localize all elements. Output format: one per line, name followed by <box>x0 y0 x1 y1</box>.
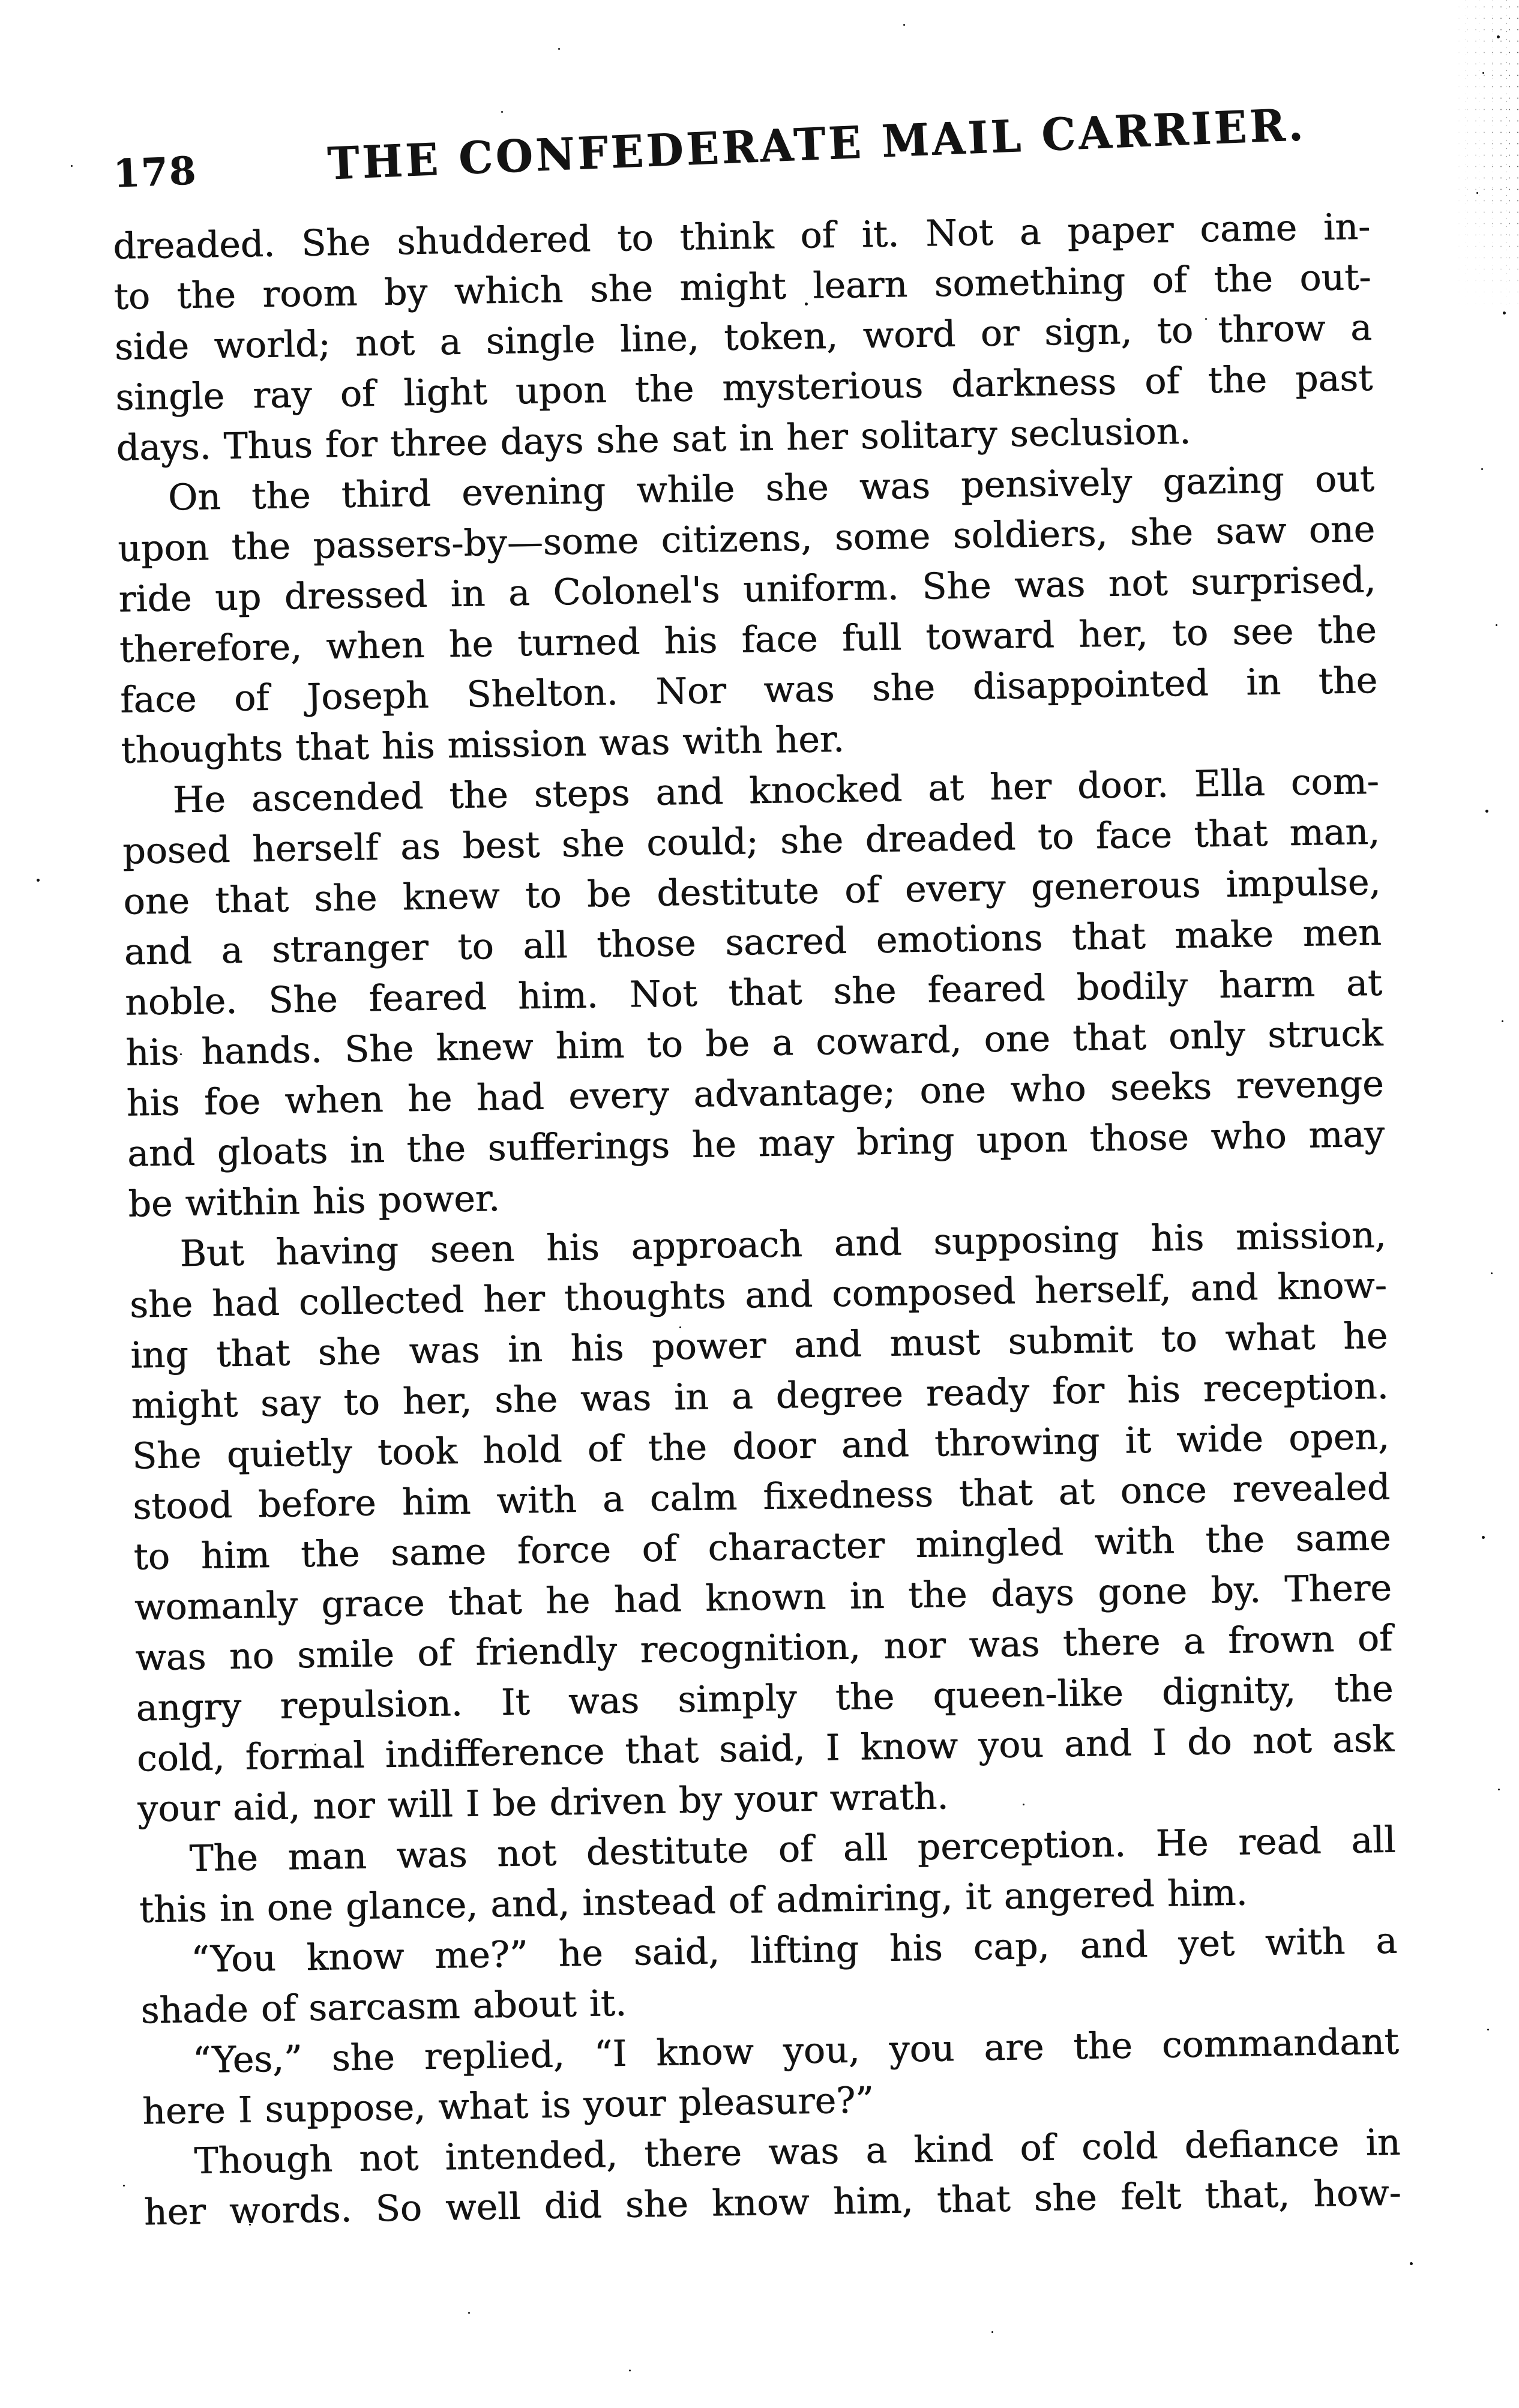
text-line: noble. She feared him. Not that she feared bodily harm at <box>124 962 1383 1024</box>
text-line: thoughts that his mission was with her. <box>120 718 845 772</box>
text-line: her words. So well did she know him, that she felt that, how- <box>143 2172 1402 2234</box>
text-line: to him the same force of character mingled with the same <box>133 1516 1391 1579</box>
text-line: might say to her, she was in a degree ready for his reception. <box>131 1365 1389 1427</box>
text-line: upon the passers-by—some citizens, some soldiers, she saw one <box>117 508 1376 570</box>
text-line: she had collected her thoughts and composed herself, and know- <box>129 1264 1388 1326</box>
text-line: to the room by which she might learn something of the out- <box>113 256 1371 318</box>
text-line: was no smile of friendly recognition, nor was there a frown of <box>134 1617 1393 1679</box>
text-line: “Yes,” she replied, “I know you, you are the commandant <box>192 2020 1400 2081</box>
text-line: his foe when he had every advantage; one who seeks revenge <box>126 1062 1385 1125</box>
text-line: stood before him with a calm fixedness that at once revealed <box>132 1466 1391 1528</box>
text-line: his hands. She knew him to be a coward, one that only struck <box>125 1012 1383 1074</box>
text-line: ing that she was in his power and must submit to what he <box>130 1314 1388 1377</box>
scan-speckles <box>0 0 2 2</box>
paragraph <box>143 2117 1401 2238</box>
text-line: be within his power. <box>127 1177 501 1226</box>
paragraph <box>141 2016 1400 2137</box>
text-line: this in one glance, and, instead of admiring, it angered him. <box>139 1871 1248 1931</box>
paragraph <box>113 202 1374 474</box>
text-line: days. Thus for three days she sat in her solitary seclusion. <box>116 410 1191 469</box>
text-line: single ray of light upon the mysterious darkness of the past <box>115 357 1373 419</box>
text-line: cold, formal indifference that said, I know you and I do not ask <box>136 1718 1395 1780</box>
text-line: and gloats in the sufferings he may bring upon those who may <box>127 1113 1385 1175</box>
paragraph <box>116 454 1379 776</box>
paragraph <box>140 1915 1398 2036</box>
text-line: one that she knew to be destitute of every generous impulse, <box>122 861 1381 923</box>
text-line: dreaded. She shuddered to think of it. Not a paper came in- <box>112 205 1371 268</box>
text-line: The man was not destitute of all perception. He read all <box>188 1819 1396 1880</box>
text-line: He ascended the steps and knocked at her door. Ella com- <box>172 760 1380 822</box>
page-title: THE CONFEDERATE MAIL CARRIER. <box>326 98 1307 190</box>
text-line: ride up dressed in a Colonel's uniform. She was not surprised, <box>118 558 1376 621</box>
text-line: shade of sarcasm about it. <box>140 1982 627 2032</box>
text-line: “You know me?” he said, lifting his cap, and yet with a <box>190 1919 1398 1981</box>
text-line: She quietly took hold of the door and throwing it wide open, <box>131 1415 1390 1478</box>
text-line: your aid, nor will I be driven by your wrath. <box>137 1775 949 1831</box>
body-text <box>113 202 1402 2238</box>
text-line: womanly grace that he had known in the days gone by. There <box>134 1567 1392 1629</box>
text-line: angry repulsion. It was simply the queen-like dignity, the <box>136 1667 1394 1730</box>
text-line: therefore, when he turned his face full toward her, to see the <box>119 609 1377 671</box>
text-line: But having seen his approach and supposing his mission, <box>179 1214 1387 1275</box>
text-line: face of Joseph Shelton. Nor was she disappointed in the <box>119 659 1378 721</box>
paragraph <box>138 1814 1397 1935</box>
text-line: Though not intended, there was a kind of cold defiance in <box>193 2121 1401 2182</box>
text-line: side world; not a single line, token, word or sign, to throw a <box>114 306 1373 369</box>
text-line: here I suppose, what is your pleasure?” <box>142 2079 874 2133</box>
page-number: 178 <box>112 148 198 197</box>
text-line: and a stranger to all those sacred emotions that make men <box>124 911 1382 974</box>
paragraph <box>121 756 1386 1230</box>
text-line: posed herself as best she could; she dreaded to face that man, <box>122 810 1380 873</box>
page-header <box>112 96 1380 197</box>
text-line: On the third evening while she was pensively gazing out <box>167 457 1375 519</box>
paragraph <box>128 1210 1395 1835</box>
